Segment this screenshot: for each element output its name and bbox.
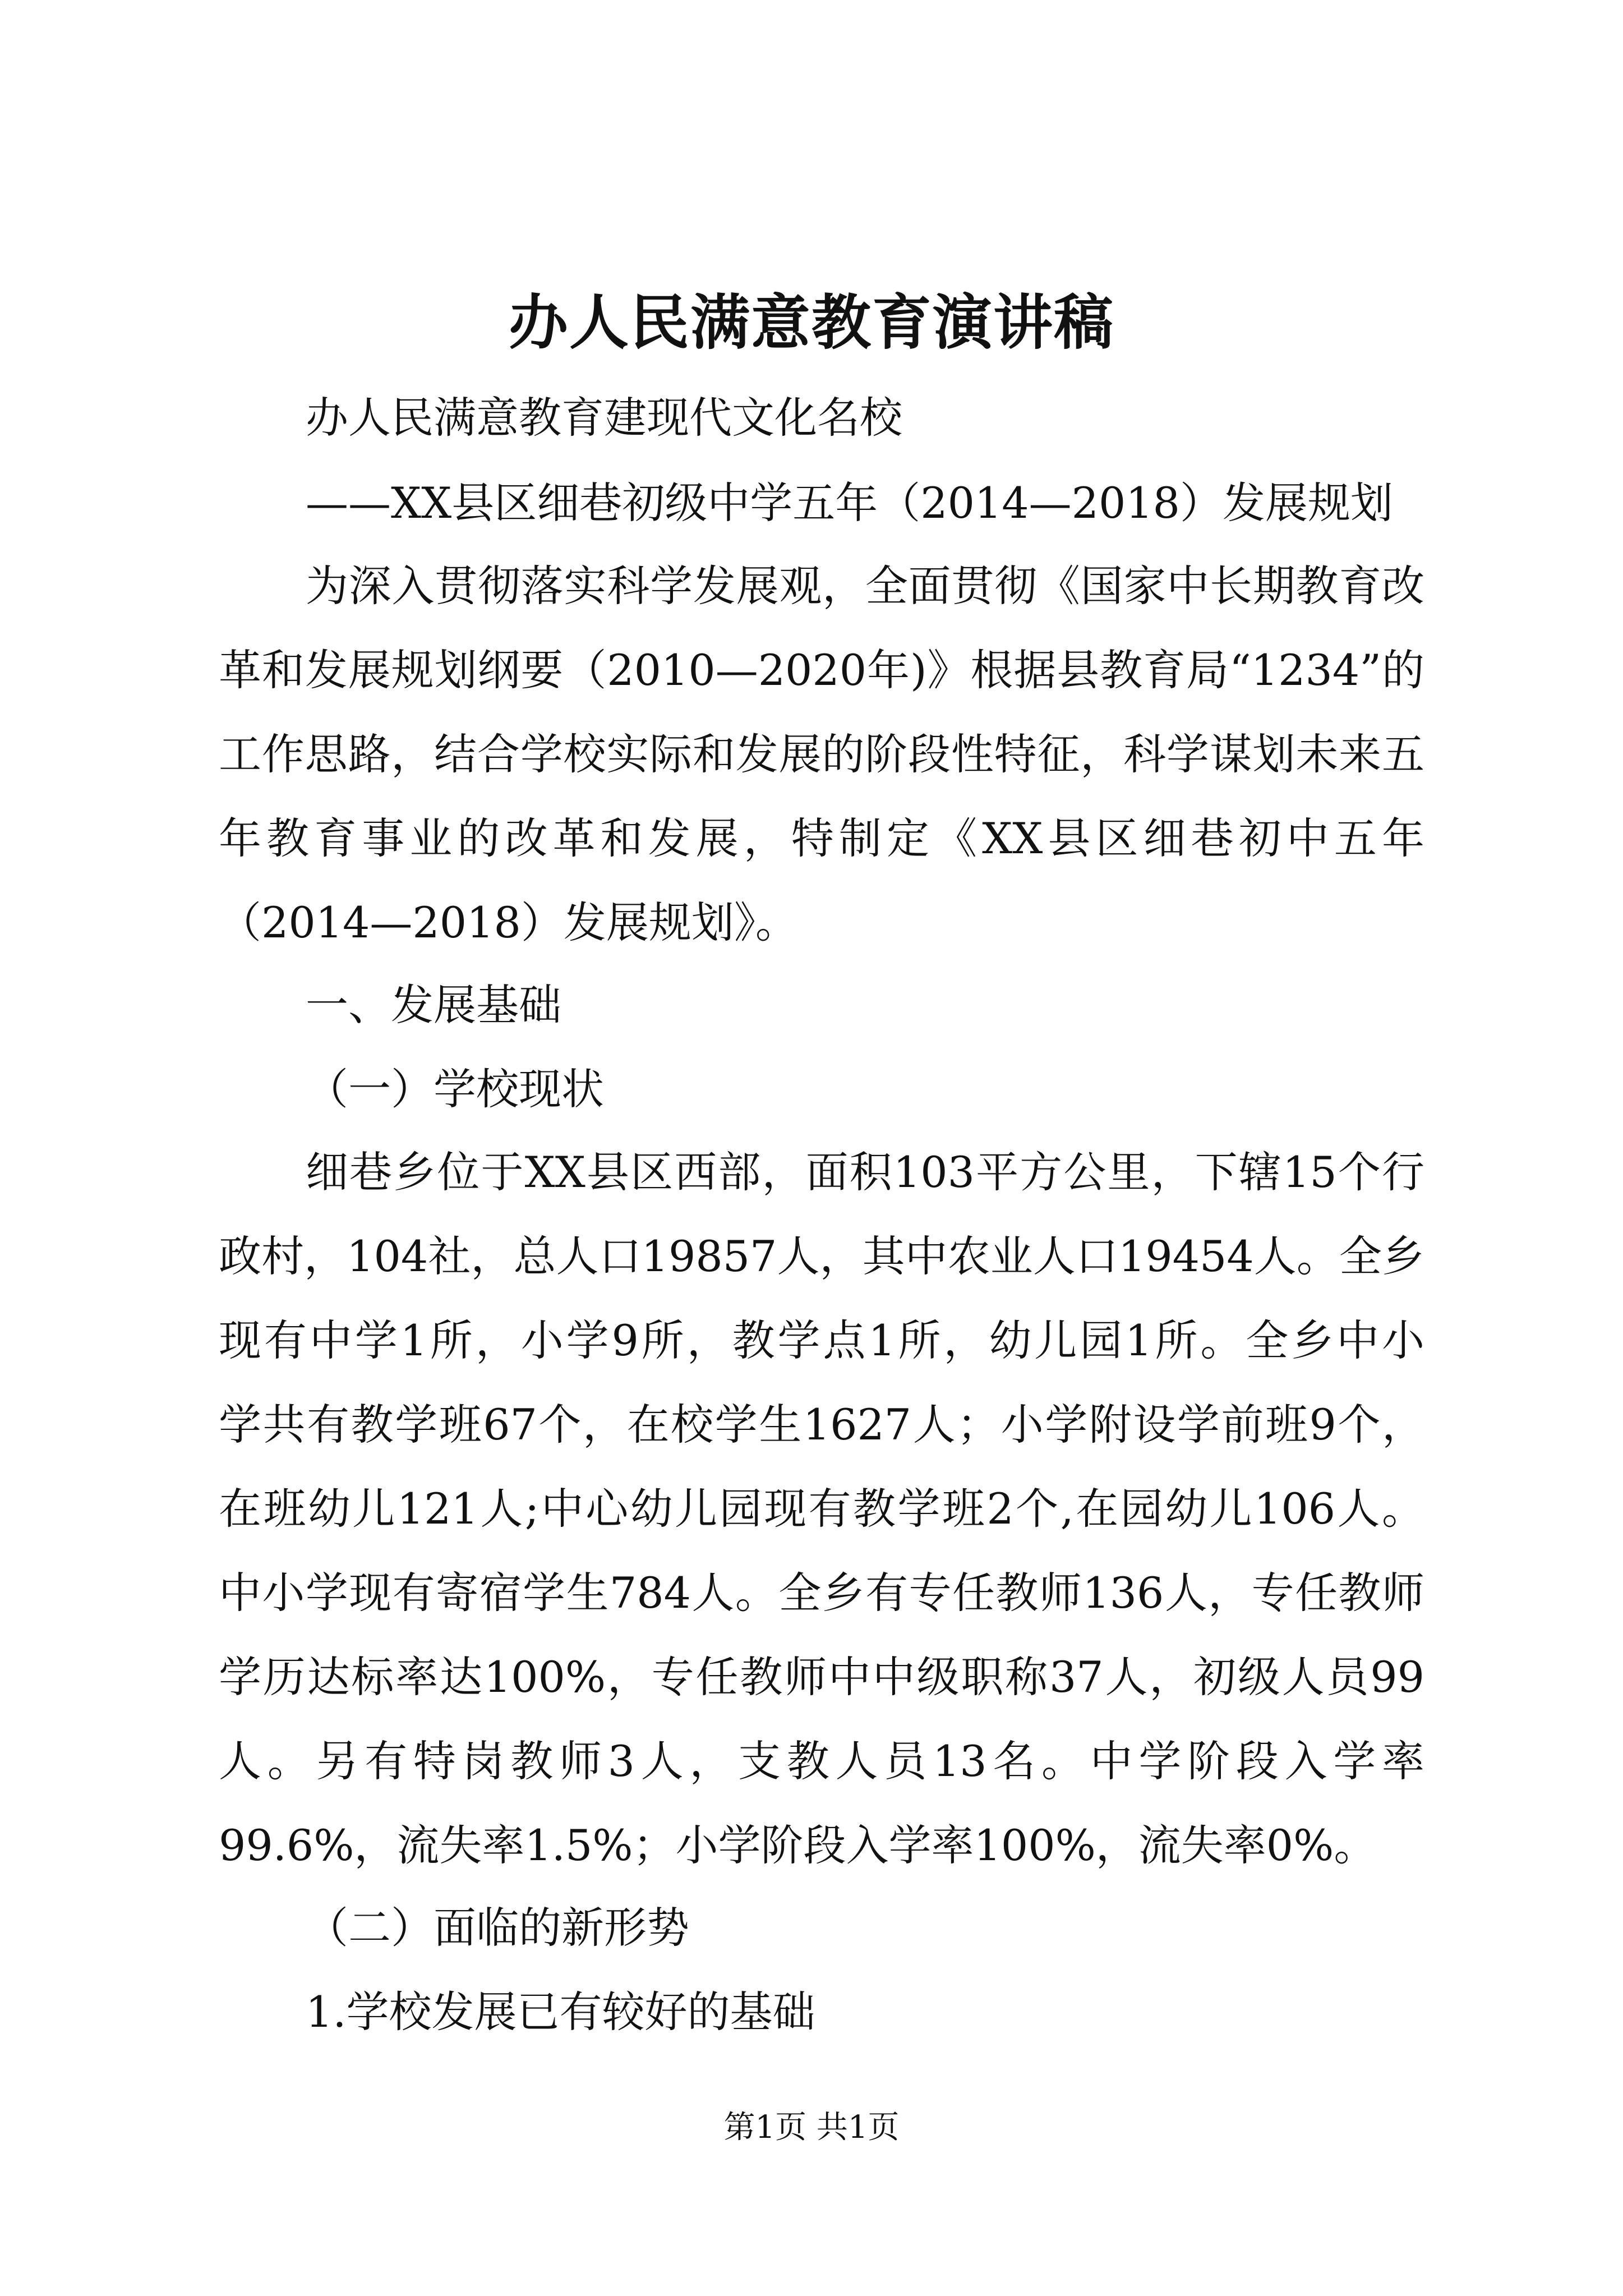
document-title: 办人民满意教育演讲稿 (509, 287, 1114, 357)
intro-line-4: 年教育事业的改革和发展，特制定《XX县区细巷初中五年 (219, 813, 1424, 863)
status-line-4: 学共有教学班67个，在校学生1627人；小学附设学前班9个， (219, 1400, 1424, 1450)
subsection-heading-1: （一）学校现状 (306, 1064, 604, 1114)
intro-line-5: （2014—2018）发展规划》。 (219, 898, 798, 947)
status-line-6: 中小学现有寄宿学生784人。全乡有专任教师136人，专任教师 (219, 1568, 1424, 1618)
list-item-1: 1.学校发展已有较好的基础 (306, 1987, 815, 2037)
status-line-7: 学历达标率达100%，专任教师中中级职称37人，初级人员99 (219, 1652, 1424, 1702)
status-line-8: 人。另有特岗教师3人，支教人员13名。中学阶段入学率 (219, 1736, 1424, 1786)
page-footer: 第1页 共1页 (723, 2109, 900, 2146)
intro-line-1: 为深入贯彻落实科学发展观，全面贯彻《国家中长期教育改 (306, 561, 1424, 611)
status-line-3: 现有中学1所，小学9所，教学点1所，幼儿园1所。全乡中小 (219, 1315, 1424, 1365)
status-line-9: 99.6%，流失率1.5%；小学阶段入学率100%，流失率0%。 (219, 1820, 1377, 1870)
status-line-1: 细巷乡位于XX县区西部，面积103平方公里，下辖15个行 (306, 1147, 1424, 1197)
intro-line-3: 工作思路，结合学校实际和发展的阶段性特征，科学谋划未来五 (219, 729, 1424, 779)
document-subtitle: 办人民满意教育建现代文化名校 (306, 393, 902, 443)
status-line-5: 在班幼儿121人;中心幼儿园现有教学班2个,在园幼儿106人。 (219, 1484, 1424, 1534)
section-heading-1: 一、发展基础 (306, 980, 561, 1030)
subsection-heading-2: （二）面临的新形势 (306, 1903, 689, 1953)
intro-line-2: 革和发展规划纲要（2010—2020年)》根据县教育局“1234”的 (219, 645, 1424, 695)
document-subtitle-2: ——XX县区细巷初级中学五年（2014—2018）发展规划 (306, 478, 1394, 528)
status-line-2: 政村，104社，总人口19857人，其中农业人口19454人。全乡 (219, 1231, 1424, 1281)
